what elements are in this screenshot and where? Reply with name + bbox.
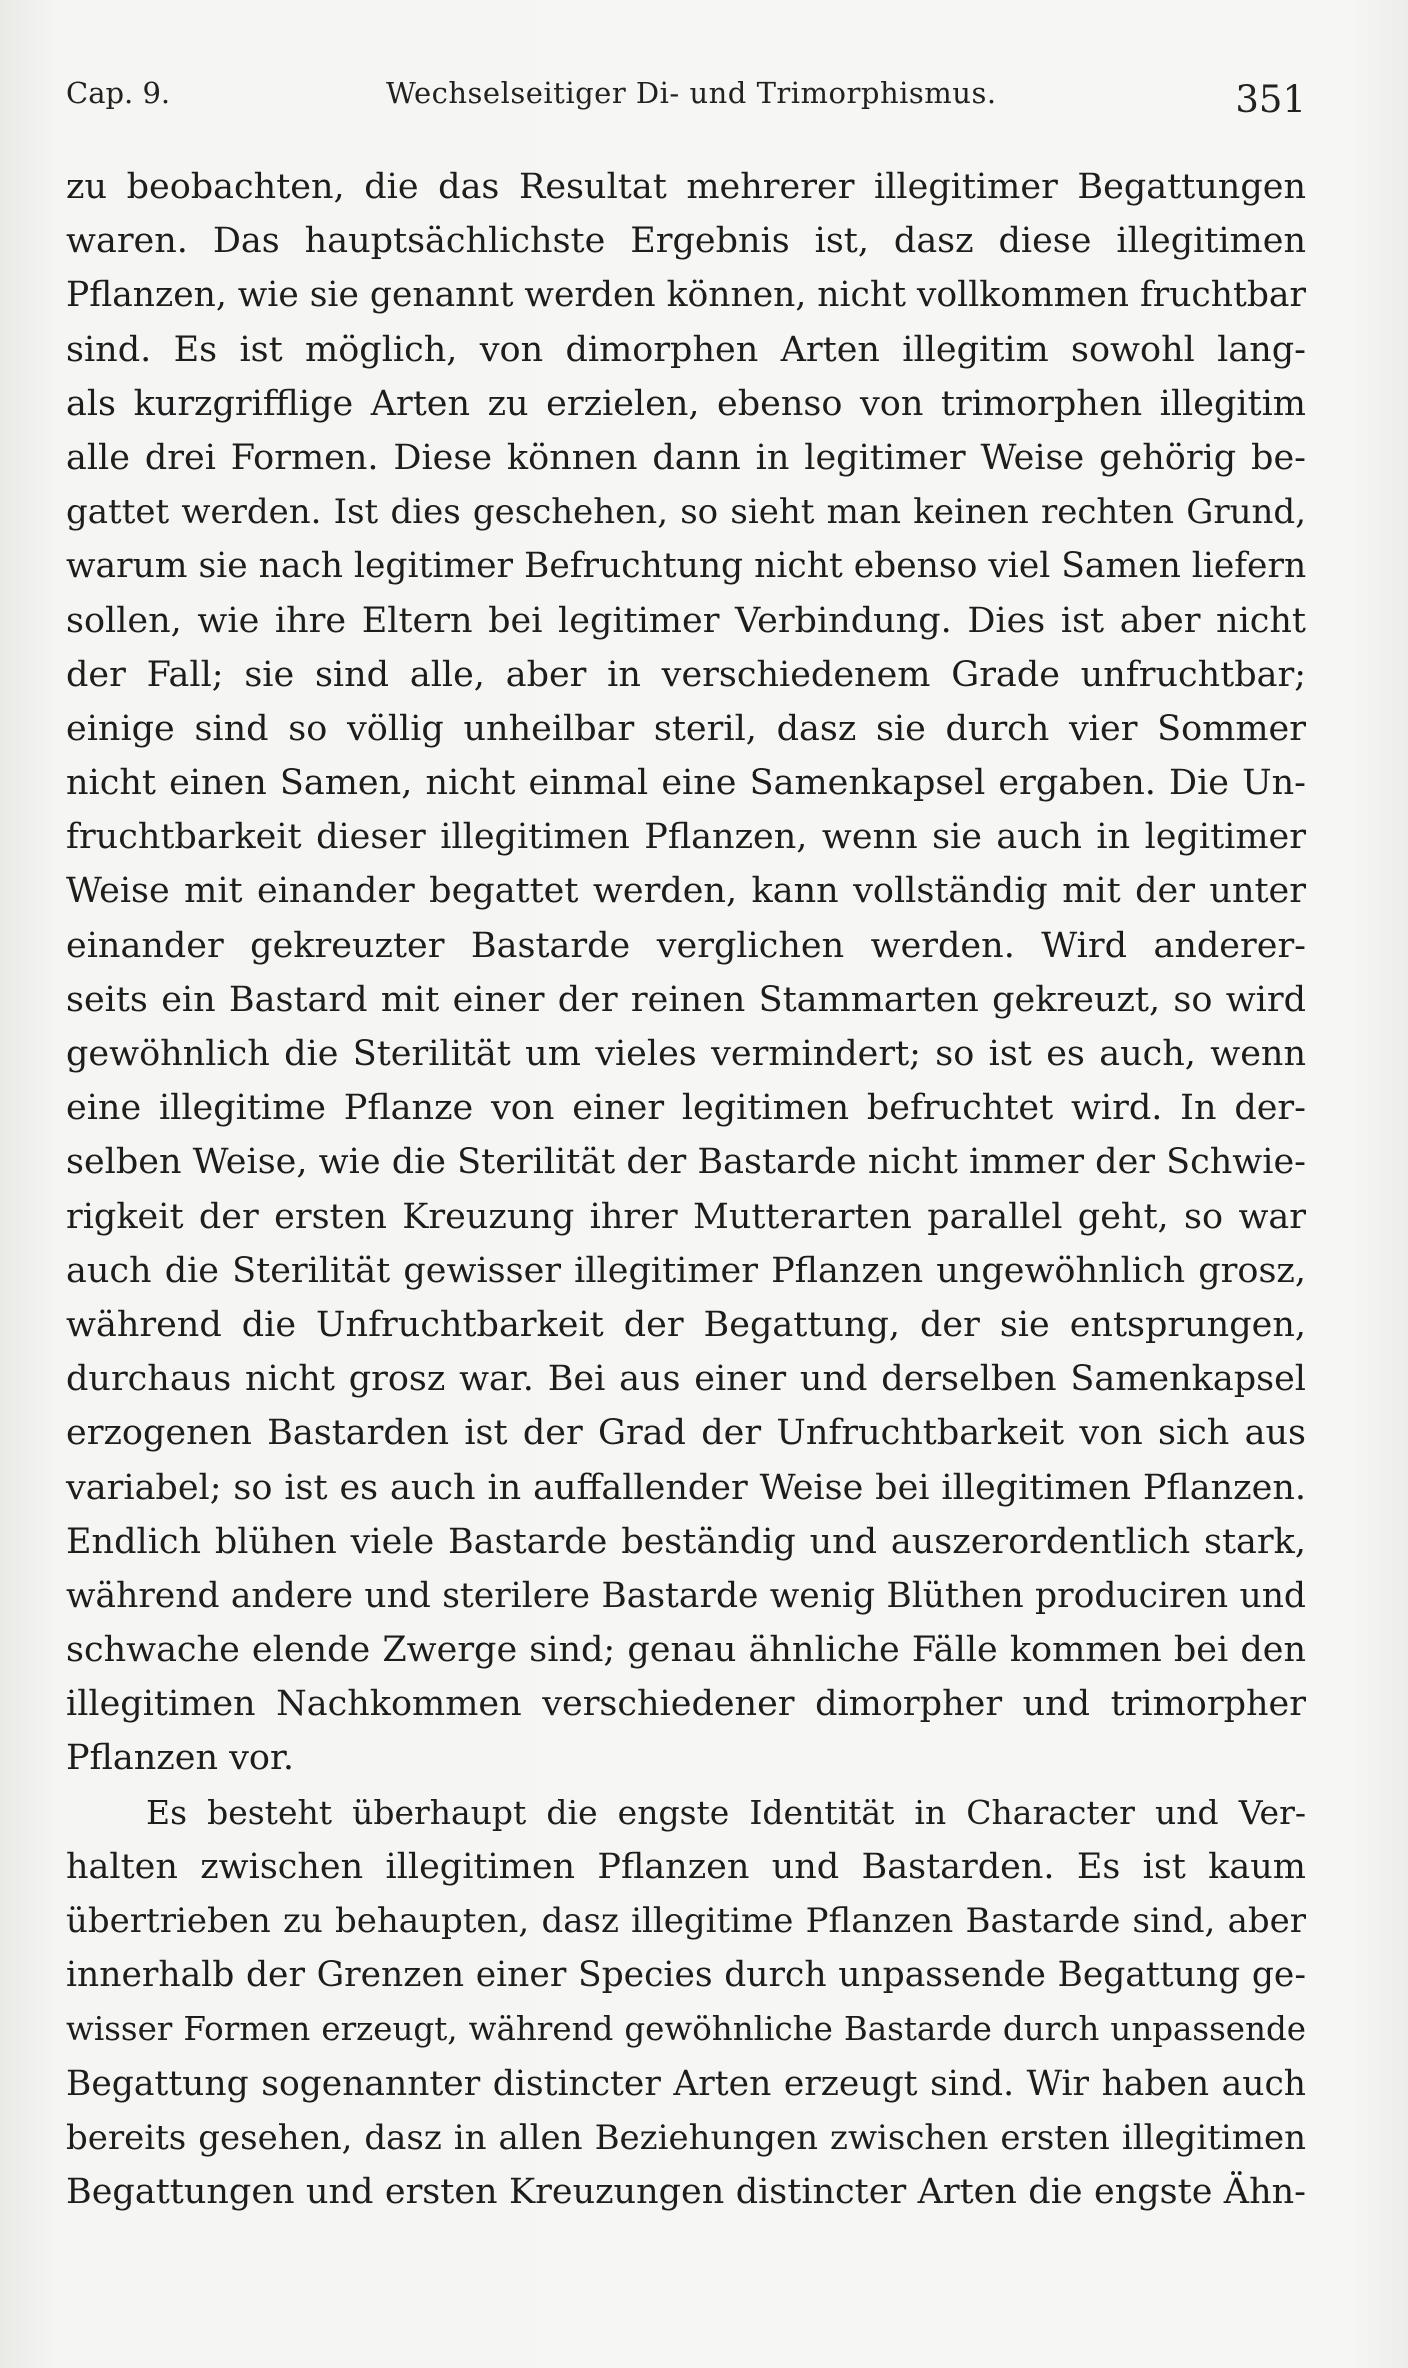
text-line: als kurzgrifflige Arten zu erzielen, ebenso von trimorphen illegitim	[66, 383, 1306, 424]
text-line: nicht einen Samen, nicht einmal eine Samenkapsel ergaben. Die Un-	[66, 763, 1306, 804]
text-line: Es besteht überhaupt die engste Identität in Character und Ver-	[146, 1792, 1306, 1832]
page-number: 351	[1235, 78, 1306, 121]
text-line: sind. Es ist möglich, von dimorphen Arten illegitim sowohl lang-	[66, 329, 1306, 370]
text-line: sollen, wie ihre Eltern bei legitimer Verbindung. Dies ist aber nicht	[66, 600, 1306, 641]
text-line: übertrieben zu behaupten, dasz illegitime Pflanzen Bastarde sind, aber	[66, 1901, 1306, 1941]
text-line: variabel; so ist es auch in auffallender Weise bei illegitimen Pflanzen.	[66, 1467, 1306, 1508]
text-line: alle drei Formen. Diese können dann in legitimer Weise gehörig be-	[66, 437, 1306, 478]
text-line: warum sie nach legitimer Befruchtung nicht ebenso viel Samen liefern	[66, 546, 1307, 587]
text-line: Pflanzen vor.	[66, 1738, 294, 1779]
text-line: Weise mit einander begattet werden, kann vollständig mit der unter	[66, 871, 1306, 912]
paragraph-1	[66, 160, 1306, 1786]
text-line: Endlich blühen viele Bastarde beständig und auszerordentlich stark,	[66, 1521, 1306, 1562]
text-line: illegitimen Nachkommen verschiedener dimorpher und trimorpher	[66, 1684, 1306, 1725]
text-line: während andere und sterilere Bastarde wenig Blüthen produciren und	[66, 1575, 1306, 1616]
text-line: eine illegitime Pflanze von einer legitimen befruchtet wird. In der-	[66, 1088, 1306, 1129]
chapter-label: Cap. 9.	[66, 76, 171, 110]
text-line: schwache elende Zwerge sind; genau ähnliche Fälle kommen bei den	[66, 1630, 1306, 1671]
text-line: durchaus nicht grosz war. Bei aus einer und derselben Samenkapsel	[66, 1359, 1306, 1400]
running-title: Wechselseitiger Di- und Trimorphismus.	[386, 76, 997, 110]
body-text	[66, 160, 1306, 2219]
text-line: selben Weise, wie die Sterilität der Bastarde nicht immer der Schwie-	[66, 1142, 1306, 1183]
text-line: auch die Sterilität gewisser illegitimer Pflanzen ungewöhnlich grosz,	[66, 1250, 1306, 1291]
text-line: halten zwischen illegitimen Pflanzen und Bastarden. Es ist kaum	[66, 1846, 1306, 1887]
running-header	[66, 76, 1306, 126]
text-line: Pflanzen, wie sie genannt werden können, nicht vollkommen fruchtbar	[66, 275, 1306, 316]
text-line: bereits gesehen, dasz in allen Beziehungen zwischen ersten illegitimen	[66, 2117, 1306, 2158]
text-line: einige sind so völlig unheilbar steril, dasz sie durch vier Sommer	[66, 708, 1306, 749]
text-line: seits ein Bastard mit einer der reinen Stammarten gekreuzt, so wird	[66, 979, 1306, 1020]
text-line: wisser Formen erzeugt, während gewöhnliche Bastarde durch unpassende	[66, 2010, 1306, 2049]
text-line: gewöhnlich die Sterilität um vieles vermindert; so ist es auch, wenn	[66, 1034, 1306, 1074]
text-line: erzogenen Bastarden ist der Grad der Unfruchtbarkeit von sich aus	[66, 1413, 1306, 1454]
text-line: der Fall; sie sind alle, aber in verschiedenem Grade unfruchtbar;	[66, 654, 1306, 695]
paragraph-2	[66, 1786, 1306, 2220]
text-line: waren. Das hauptsächlichste Ergebnis ist, dasz diese illegitimen	[66, 221, 1306, 262]
text-line: fruchtbarkeit dieser illegitimen Pflanzen, wenn sie auch in legitimer	[66, 817, 1306, 858]
text-line: Begattungen und ersten Kreuzungen distincter Arten die engste Ähn-	[66, 2171, 1306, 2212]
text-line: während die Unfruchtbarkeit der Begattung, der sie entsprungen,	[66, 1304, 1306, 1345]
text-line: Begattung sogenannter distincter Arten erzeugt sind. Wir haben auch	[66, 2063, 1306, 2104]
text-line: gattet werden. Ist dies geschehen, so sieht man keinen rechten Grund,	[66, 492, 1306, 533]
text-line: zu beobachten, die das Resultat mehrerer illegitimer Begattungen	[66, 167, 1306, 207]
text-line: innerhalb der Grenzen einer Species durch unpassende Begattung ge-	[66, 1955, 1306, 1996]
text-line: rigkeit der ersten Kreuzung ihrer Mutterarten parallel geht, so war	[66, 1196, 1306, 1237]
text-line: einander gekreuzter Bastarde verglichen werden. Wird anderer-	[66, 925, 1306, 966]
